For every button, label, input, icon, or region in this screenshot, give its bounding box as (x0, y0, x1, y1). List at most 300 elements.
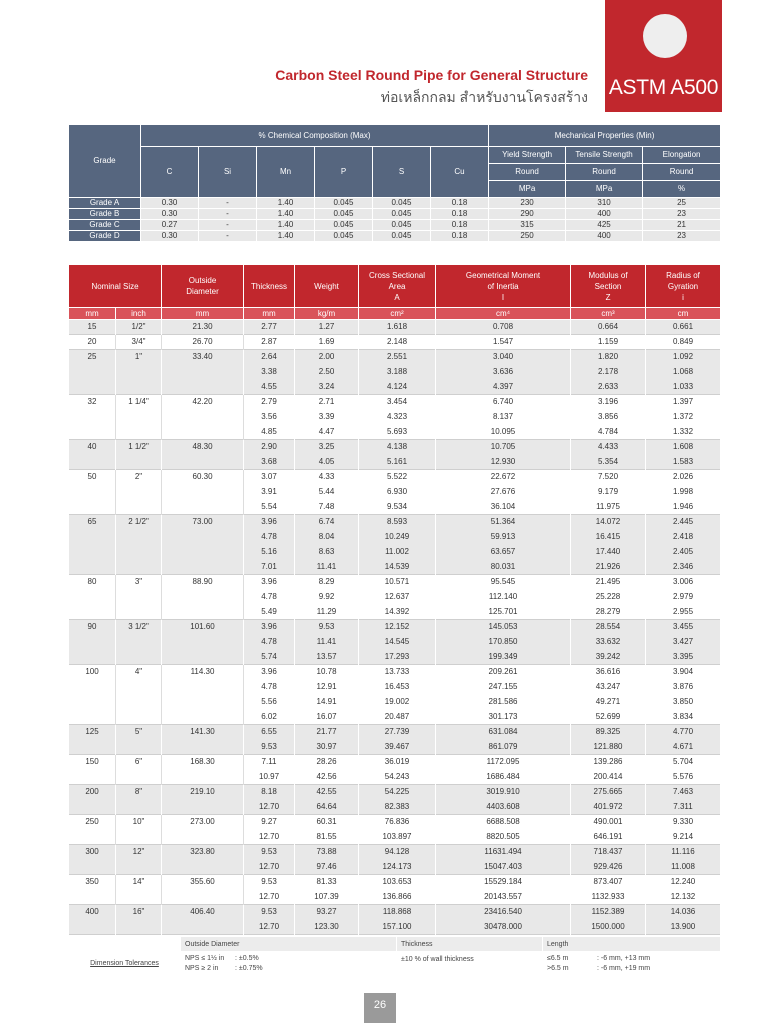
dim-value: 4.138 (359, 440, 436, 455)
size-group (69, 350, 721, 395)
nominal-od: 48.30 (162, 440, 244, 470)
dim-value: 3.904 (646, 665, 721, 680)
chem-composition-header: % Chemical Composition (Max) (141, 125, 489, 147)
grade-name: Grade D (69, 231, 141, 242)
dim-value: 5.704 (646, 755, 721, 770)
dim-value: 94.128 (359, 845, 436, 860)
grade-value: 230 (489, 198, 566, 209)
element-header: S (373, 147, 431, 198)
nominal-mm: 20 (69, 335, 116, 350)
nominal-inch: 6" (116, 755, 162, 785)
dim-value: 4.397 (436, 380, 571, 395)
dim-value: 7.11 (244, 755, 295, 770)
dim-value: 107.39 (295, 890, 359, 905)
nominal-od: 273.00 (162, 815, 244, 845)
dim-value: 2.90 (244, 440, 295, 455)
dim-value: 9.53 (244, 740, 295, 755)
grade-value: 0.30 (141, 231, 199, 242)
nominal-od: 21.30 (162, 320, 244, 335)
nominal-inch: 3" (116, 575, 162, 620)
dim-value: 16.453 (359, 680, 436, 695)
nominal-inch: 1" (116, 350, 162, 395)
dim-value: 12.152 (359, 620, 436, 635)
dim-value: 15047.403 (436, 860, 571, 875)
dim-value: 10.78 (295, 665, 359, 680)
dim-value: 3019.910 (436, 785, 571, 800)
dim-value: 112.140 (436, 590, 571, 605)
dim-value: 11631.494 (436, 845, 571, 860)
dim-value: 8820.505 (436, 830, 571, 845)
grade-value: 1.40 (257, 231, 315, 242)
mech-col-header: Yield Strength (489, 147, 566, 164)
size-group (69, 875, 721, 905)
dim-value: 54.243 (359, 770, 436, 785)
dim-value: 4403.608 (436, 800, 571, 815)
nominal-inch: 1 1/4" (116, 395, 162, 440)
dim-value: 64.64 (295, 800, 359, 815)
dim-value: 3.96 (244, 575, 295, 590)
dim-value: 12.240 (646, 875, 721, 890)
dim-value: 3.07 (244, 470, 295, 485)
tol-thickness-value: ±10 % of wall thickness (397, 952, 543, 976)
dim-value: 631.084 (436, 725, 571, 740)
dim-unit-header: cm³ (571, 308, 646, 320)
dim-value: 2.50 (295, 365, 359, 380)
dim-value: 14.392 (359, 605, 436, 620)
grade-value: - (199, 231, 257, 242)
size-group (69, 470, 721, 515)
grade-value: 400 (566, 231, 643, 242)
dim-value: 4.671 (646, 740, 721, 755)
table-row (69, 815, 721, 830)
dim-value: 3.25 (295, 440, 359, 455)
dim-value: 6.55 (244, 725, 295, 740)
table-row (69, 785, 721, 800)
dim-value: 136.866 (359, 890, 436, 905)
tol-label: Dimension Tolerances (69, 952, 181, 976)
dim-value: 3.56 (244, 410, 295, 425)
dim-value: 1.068 (646, 365, 721, 380)
dim-value: 2.00 (295, 350, 359, 365)
dim-value: 1.397 (646, 395, 721, 410)
grade-value: 23 (643, 209, 721, 220)
dim-value: 5.522 (359, 470, 436, 485)
grade-row (69, 209, 721, 220)
dim-value: 4.78 (244, 590, 295, 605)
table-row (69, 755, 721, 770)
dim-value: 7.311 (646, 800, 721, 815)
dim-value: 39.467 (359, 740, 436, 755)
tol-thickness-title: Thickness (397, 937, 543, 952)
size-group (69, 845, 721, 875)
nominal-mm: 15 (69, 320, 116, 335)
dim-unit-header: kg/m (295, 308, 359, 320)
dim-value: 11.41 (295, 560, 359, 575)
nominal-od: 168.30 (162, 755, 244, 785)
dim-value: 23416.540 (436, 905, 571, 920)
element-header: Si (199, 147, 257, 198)
dim-value: 3.39 (295, 410, 359, 425)
grade-value: 1.40 (257, 209, 315, 220)
dim-value: 8.04 (295, 530, 359, 545)
dim-value: 22.672 (436, 470, 571, 485)
dim-value: 1500.000 (571, 920, 646, 935)
dim-value: 199.349 (436, 650, 571, 665)
page-title-en: Carbon Steel Round Pipe for General Structure (275, 67, 588, 83)
nominal-mm: 250 (69, 815, 116, 845)
dim-value: 873.407 (571, 875, 646, 890)
dim-value: 5.693 (359, 425, 436, 440)
dim-value: 5.16 (244, 545, 295, 560)
nominal-od: 42.20 (162, 395, 244, 440)
dim-value: 10.095 (436, 425, 571, 440)
table-row (69, 320, 721, 335)
chemical-mechanical-table (68, 124, 721, 242)
dim-value: 5.74 (244, 650, 295, 665)
dim-value: 36.019 (359, 755, 436, 770)
dim-value: 2.87 (244, 335, 295, 350)
dim-value: 30.97 (295, 740, 359, 755)
nominal-mm: 300 (69, 845, 116, 875)
dim-col-header: Radius of Gyration i (646, 265, 721, 308)
dim-value: 123.30 (295, 920, 359, 935)
dim-value: 3.96 (244, 515, 295, 530)
dim-value: 10.705 (436, 440, 571, 455)
dim-value: 145.053 (436, 620, 571, 635)
grade-value: - (199, 209, 257, 220)
dim-value: 4.85 (244, 425, 295, 440)
grade-value: 0.18 (431, 198, 489, 209)
dim-value: 3.96 (244, 665, 295, 680)
dim-value: 5.54 (244, 500, 295, 515)
nominal-mm: 40 (69, 440, 116, 470)
mech-unit-header: MPa (489, 181, 566, 198)
dim-value: 42.56 (295, 770, 359, 785)
dim-value: 1.547 (436, 335, 571, 350)
dim-value: 16.415 (571, 530, 646, 545)
dim-value: 11.975 (571, 500, 646, 515)
dim-value: 1.946 (646, 500, 721, 515)
grade-value: 0.18 (431, 220, 489, 231)
dim-value: 12.132 (646, 890, 721, 905)
dim-value: 5.44 (295, 485, 359, 500)
dim-value: 9.53 (295, 620, 359, 635)
nominal-mm: 80 (69, 575, 116, 620)
dim-unit-header: cm (646, 308, 721, 320)
dim-value: 49.271 (571, 695, 646, 710)
table-row (69, 470, 721, 485)
dim-value: 11.002 (359, 545, 436, 560)
nominal-inch: 12" (116, 845, 162, 875)
dim-value: 4.770 (646, 725, 721, 740)
dim-value: 490.001 (571, 815, 646, 830)
dimensions-table (68, 264, 721, 935)
dim-value: 718.437 (571, 845, 646, 860)
nominal-od: 323.80 (162, 845, 244, 875)
nominal-mm: 90 (69, 620, 116, 665)
dim-value: 2.405 (646, 545, 721, 560)
dim-value: 5.49 (244, 605, 295, 620)
dim-value: 59.913 (436, 530, 571, 545)
dim-value: 7.01 (244, 560, 295, 575)
dim-value: 95.545 (436, 575, 571, 590)
dim-value: 97.46 (295, 860, 359, 875)
dim-value: 60.31 (295, 815, 359, 830)
grade-value: - (199, 220, 257, 231)
table-row (69, 725, 721, 740)
grade-value: 25 (643, 198, 721, 209)
dim-value: 21.495 (571, 575, 646, 590)
dim-value: 81.55 (295, 830, 359, 845)
dim-value: 1.618 (359, 320, 436, 335)
dim-value: 20.487 (359, 710, 436, 725)
table-row (69, 440, 721, 455)
grade-value: 425 (566, 220, 643, 231)
dim-value: 2.79 (244, 395, 295, 410)
dim-value: 12.70 (244, 860, 295, 875)
nominal-mm: 25 (69, 350, 116, 395)
size-group (69, 815, 721, 845)
dim-value: 0.664 (571, 320, 646, 335)
dim-value: 3.96 (244, 620, 295, 635)
grade-row (69, 220, 721, 231)
dim-value: 8.63 (295, 545, 359, 560)
nominal-mm: 100 (69, 665, 116, 725)
tol-od-values: NPS ≤ 1½ in : ±0.5% NPS ≥ 2 in : ±0.75% (181, 952, 397, 976)
dim-value: 36.104 (436, 500, 571, 515)
dim-value: 9.179 (571, 485, 646, 500)
dim-value: 14.91 (295, 695, 359, 710)
dim-value: 2.346 (646, 560, 721, 575)
size-group (69, 575, 721, 620)
table-row (69, 515, 721, 530)
dim-value: 42.55 (295, 785, 359, 800)
dim-value: 6.74 (295, 515, 359, 530)
dim-value: 3.454 (359, 395, 436, 410)
nominal-inch: 1/2" (116, 320, 162, 335)
standard-label: ASTM A500 (608, 76, 719, 99)
dim-unit-header: mm (69, 308, 116, 320)
nominal-od: 101.60 (162, 620, 244, 665)
dim-value: 8.18 (244, 785, 295, 800)
dim-value: 1.27 (295, 320, 359, 335)
dim-value: 81.33 (295, 875, 359, 890)
mech-shape-header: Round (489, 164, 566, 181)
nominal-mm: 150 (69, 755, 116, 785)
dim-value: 36.616 (571, 665, 646, 680)
dim-value: 1.033 (646, 380, 721, 395)
dim-value: 73.88 (295, 845, 359, 860)
dim-value: 9.214 (646, 830, 721, 845)
element-header: C (141, 147, 199, 198)
dim-unit-header: cm⁴ (436, 308, 571, 320)
nominal-od: 141.30 (162, 725, 244, 755)
dim-value: 1686.484 (436, 770, 571, 785)
size-group (69, 785, 721, 815)
table-row (69, 620, 721, 635)
dim-value: 12.70 (244, 800, 295, 815)
mech-shape-header: Round (566, 164, 643, 181)
dim-value: 6.930 (359, 485, 436, 500)
dim-value: 11.116 (646, 845, 721, 860)
nominal-inch: 10" (116, 815, 162, 845)
dim-value: 21.926 (571, 560, 646, 575)
dim-value: 6.740 (436, 395, 571, 410)
tol-length-values: ≤6.5 m : -6 mm, +13 mm >6.5 m : -6 mm, +19 mm (543, 952, 721, 976)
grade-value: 1.40 (257, 220, 315, 231)
dim-value: 3.455 (646, 620, 721, 635)
nominal-od: 114.30 (162, 665, 244, 725)
nominal-od: 33.40 (162, 350, 244, 395)
dim-value: 28.279 (571, 605, 646, 620)
dim-value: 5.576 (646, 770, 721, 785)
dim-value: 43.247 (571, 680, 646, 695)
dim-value: 7.48 (295, 500, 359, 515)
dim-value: 76.836 (359, 815, 436, 830)
dim-value: 4.433 (571, 440, 646, 455)
nominal-inch: 3/4" (116, 335, 162, 350)
dim-value: 6688.508 (436, 815, 571, 830)
nominal-inch: 8" (116, 785, 162, 815)
grade-value: 400 (566, 209, 643, 220)
dim-value: 13.900 (646, 920, 721, 935)
dim-value: 5.161 (359, 455, 436, 470)
mech-properties-header: Mechanical Properties (Min) (489, 125, 721, 147)
table-row (69, 875, 721, 890)
dim-value: 8.593 (359, 515, 436, 530)
grade-row (69, 198, 721, 209)
size-group (69, 755, 721, 785)
grade-value: 0.30 (141, 198, 199, 209)
dim-value: 3.68 (244, 455, 295, 470)
dim-value: 8.29 (295, 575, 359, 590)
dim-value: 103.897 (359, 830, 436, 845)
dim-value: 12.70 (244, 920, 295, 935)
grade-value: 1.40 (257, 198, 315, 209)
dim-value: 1.69 (295, 335, 359, 350)
dim-value: 80.031 (436, 560, 571, 575)
grade-name: Grade B (69, 209, 141, 220)
dim-value: 139.286 (571, 755, 646, 770)
dim-value: 170.850 (436, 635, 571, 650)
dim-value: 9.534 (359, 500, 436, 515)
dim-value: 3.856 (571, 410, 646, 425)
dim-value: 3.636 (436, 365, 571, 380)
nominal-od: 406.40 (162, 905, 244, 935)
dim-value: 1.608 (646, 440, 721, 455)
dim-value: 301.173 (436, 710, 571, 725)
grade-value: 0.045 (373, 220, 431, 231)
dim-value: 1.583 (646, 455, 721, 470)
dim-value: 2.77 (244, 320, 295, 335)
grade-value: 0.045 (315, 209, 373, 220)
nominal-od: 26.70 (162, 335, 244, 350)
nominal-inch: 5" (116, 725, 162, 755)
dim-value: 3.876 (646, 680, 721, 695)
tol-length-title: Length (543, 937, 721, 952)
dim-value: 16.07 (295, 710, 359, 725)
dim-value: 17.440 (571, 545, 646, 560)
nominal-inch: 1 1/2" (116, 440, 162, 470)
dim-value: 10.97 (244, 770, 295, 785)
grade-value: 0.045 (315, 198, 373, 209)
nominal-od: 219.10 (162, 785, 244, 815)
dim-value: 20143.557 (436, 890, 571, 905)
dim-value: 2.633 (571, 380, 646, 395)
dim-value: 8.137 (436, 410, 571, 425)
dim-value: 1172.095 (436, 755, 571, 770)
grade-value: 250 (489, 231, 566, 242)
dim-value: 2.445 (646, 515, 721, 530)
dim-value: 1.372 (646, 410, 721, 425)
dim-value: 12.930 (436, 455, 571, 470)
dim-value: 209.261 (436, 665, 571, 680)
size-group (69, 515, 721, 575)
grade-value: 0.045 (373, 198, 431, 209)
dim-value: 14.545 (359, 635, 436, 650)
dim-col-header: Weight (295, 265, 359, 308)
dim-value: 28.26 (295, 755, 359, 770)
mech-shape-header: Round (643, 164, 721, 181)
dim-value: 3.91 (244, 485, 295, 500)
table-row (69, 665, 721, 680)
dim-value: 13.57 (295, 650, 359, 665)
grade-value: 21 (643, 220, 721, 231)
size-group (69, 665, 721, 725)
dim-value: 30478.000 (436, 920, 571, 935)
dim-value: 125.701 (436, 605, 571, 620)
dim-value: 1.998 (646, 485, 721, 500)
dim-unit-header: cm² (359, 308, 436, 320)
nominal-od: 60.30 (162, 470, 244, 515)
dim-value: 93.27 (295, 905, 359, 920)
dim-value: 11.41 (295, 635, 359, 650)
grade-value: 0.18 (431, 231, 489, 242)
dim-unit-header: inch (116, 308, 162, 320)
dim-value: 28.554 (571, 620, 646, 635)
tol-od-title: Outside Diameter (181, 937, 397, 952)
nominal-inch: 14" (116, 875, 162, 905)
dim-value: 14.072 (571, 515, 646, 530)
dim-value: 17.293 (359, 650, 436, 665)
nominal-mm: 50 (69, 470, 116, 515)
dim-value: 10.571 (359, 575, 436, 590)
size-group (69, 335, 721, 350)
dim-value: 157.100 (359, 920, 436, 935)
dim-value: 11.008 (646, 860, 721, 875)
element-header: P (315, 147, 373, 198)
dim-value: 5.354 (571, 455, 646, 470)
dim-value: 3.850 (646, 695, 721, 710)
dim-value: 52.699 (571, 710, 646, 725)
grade-value: 0.045 (373, 209, 431, 220)
dim-value: 4.78 (244, 680, 295, 695)
table-row (69, 395, 721, 410)
dim-value: 9.53 (244, 875, 295, 890)
nominal-inch: 2 1/2" (116, 515, 162, 575)
nominal-mm: 65 (69, 515, 116, 575)
dim-value: 4.784 (571, 425, 646, 440)
dim-value: 13.733 (359, 665, 436, 680)
dim-value: 6.02 (244, 710, 295, 725)
dim-unit-header: mm (244, 308, 295, 320)
dim-value: 1152.389 (571, 905, 646, 920)
grade-value: 0.30 (141, 209, 199, 220)
element-header: Cu (431, 147, 489, 198)
grade-row (69, 231, 721, 242)
dim-value: 0.708 (436, 320, 571, 335)
dim-value: 3.395 (646, 650, 721, 665)
